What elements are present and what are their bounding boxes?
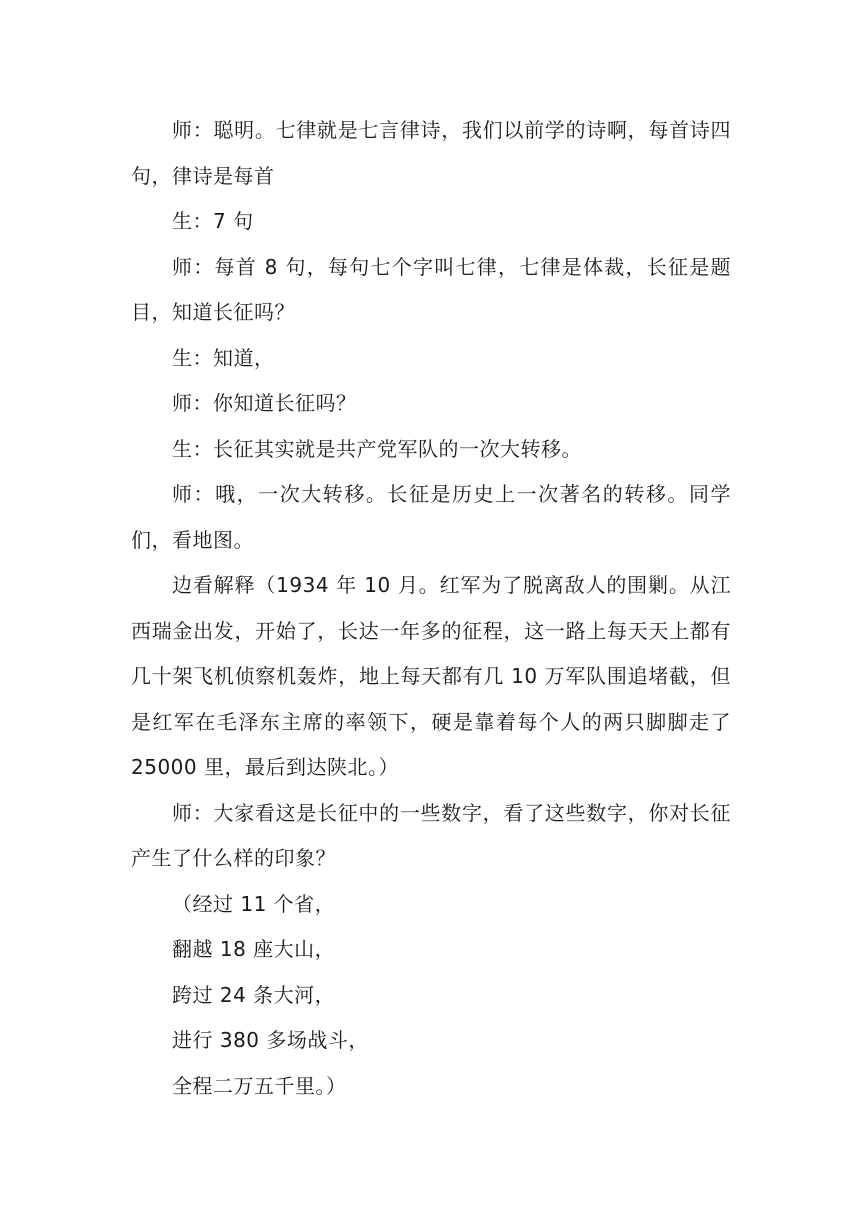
statistic-line: 进行 380 多场战斗，: [172, 1028, 369, 1052]
statistic-line: 全程二万五千里。）: [172, 1073, 347, 1098]
dialogue-paragraph: 师：大家看这是长征中的一些数字，看了这些数字，你对长征产生了什么样的印象？: [131, 800, 731, 870]
statistic-line: 翻越 18 座大山，: [172, 937, 336, 961]
statistic-line: 跨过 24 条大河，: [172, 982, 336, 1007]
dialogue-paragraph: 生：长征其实就是共产党军队的一次大转移。: [172, 436, 582, 461]
dialogue-paragraph: 生：7 句: [172, 209, 254, 233]
document-body: [131, 108, 731, 1109]
dialogue-paragraph: 生：知道，: [172, 345, 275, 370]
dialogue-paragraph: 师：你知道长征吗？: [172, 391, 357, 415]
statistic-line: （经过 11 个省，: [172, 891, 336, 916]
dialogue-paragraph: 师：每首 8 句，每句七个字叫七律，七律是体裁，长征是题目，知道长征吗？: [131, 254, 731, 324]
dialogue-paragraph: 师：聪明。七律就是七言律诗，我们以前学的诗啊，每首诗四句，律诗是每首: [131, 118, 731, 188]
dialogue-paragraph: 师：哦，一次大转移。长征是历史上一次著名的转移。同学们，看地图。: [131, 482, 731, 552]
explanation-paragraph: 边看解释（1934 年 10 月。红军为了脱离敌人的围剿。从江西瑞金出发，开始了，长达一年多的征程，这一路上每天天上都有几十架飞机侦察机轰炸，地上每天都有几 10 万军队围追堵截，但是红军在毛泽东主席的率领下，硬是靠着每个人的两只脚脚走了 25000 里，最后到达陕北。）: [131, 573, 731, 779]
